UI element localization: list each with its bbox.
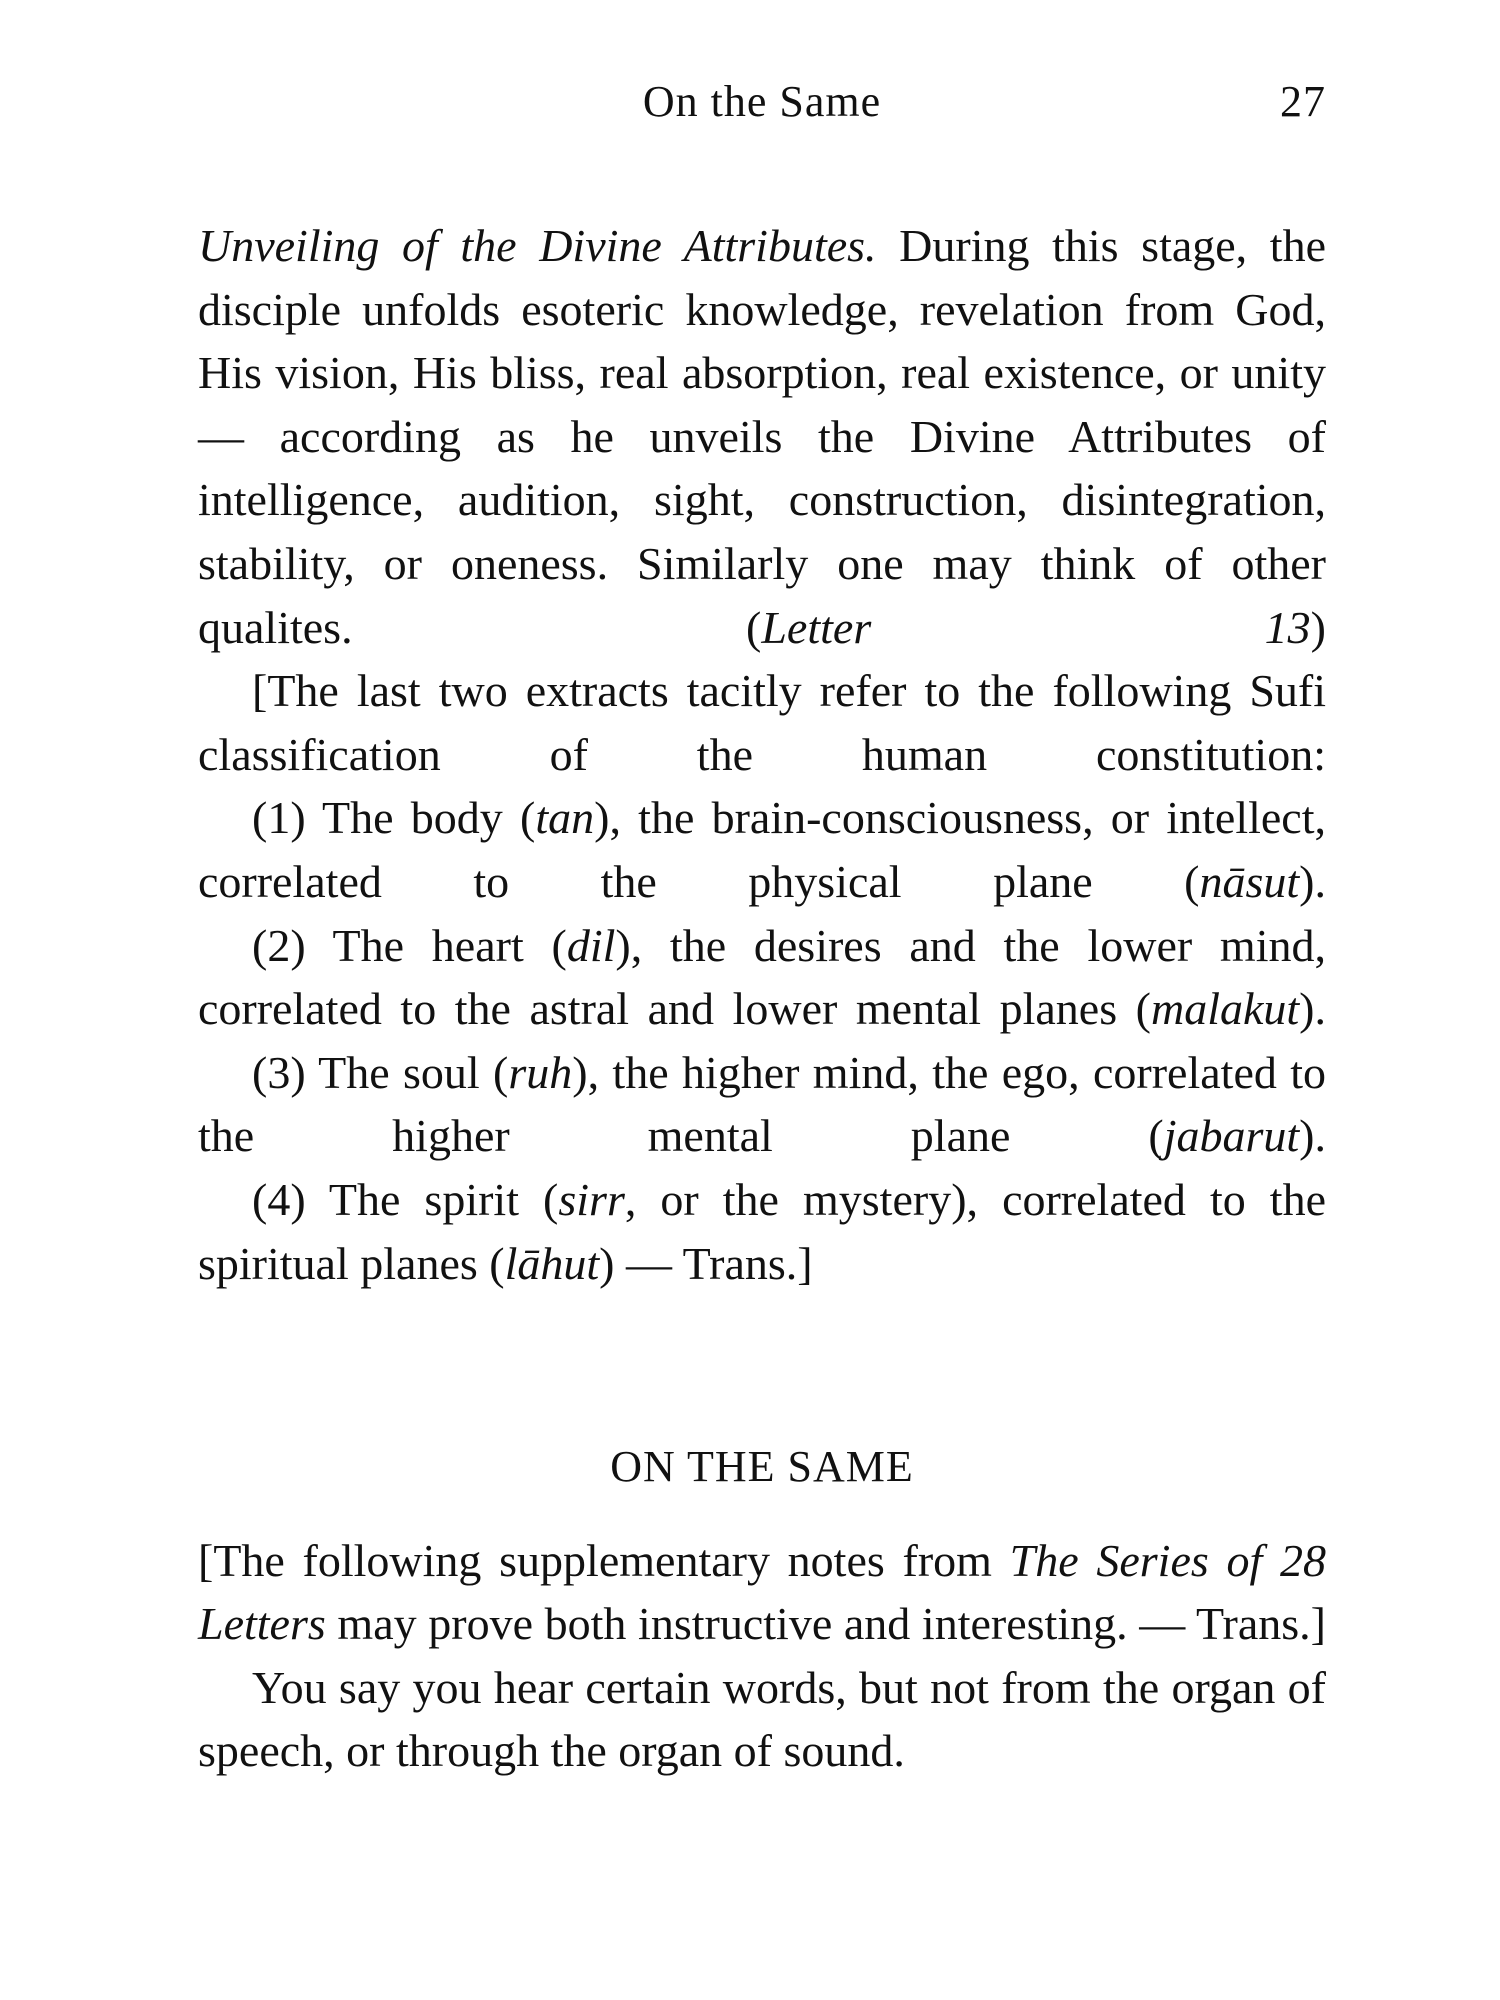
citation-close: ) (1310, 601, 1326, 653)
paragraph-classification-intro: [The last two extracts tacitly refer to the following Sufi classification of the human constitution: (198, 665, 1326, 780)
body-text (198, 214, 1326, 1783)
paragraph-hear-words: You say you hear certain words, but not from the organ of speech, or through the organ of sound. (198, 1661, 1326, 1777)
paragraph-supplementary-notes: [The following supplementary notes from The Series of 28 Letters may prove both instructive and interesting. — Trans.] (198, 1534, 1326, 1650)
section-heading: ON THE SAME (610, 1442, 914, 1492)
paragraph-unveiling (198, 214, 1326, 659)
paragraph-text: During this stage, the disciple unfolds esoteric knowledge, revelation from God, His vision, His bliss, real absorption, real existence, or unity — according as he unveils the Divine Attributes of intelligence, audition, sight, construction, disintegration, stability, or oneness. Similarly one may think of other qualites. ( (198, 220, 1326, 653)
book-page (198, 68, 1326, 1783)
italic-series-title: The Series of 28 Letters (198, 1534, 1326, 1650)
classification-item-spirit: (4) The spirit (sirr, or the mystery), correlated to the spiritual planes (lāhut) — Trans.] (198, 1173, 1327, 1289)
running-title: On the Same (642, 77, 882, 126)
classification-item-heart: (2) The heart (dil), the desires and the lower mind, correlated to the astral and lower mental planes (malakut). (198, 919, 1326, 1035)
italic-title: Unveiling of the Divine Attributes. (198, 220, 877, 271)
running-header (198, 68, 1326, 138)
classification-item-body: (1) The body (tan), the brain-consciousness, or intellect, correlated to the physical plane (nāsut). (198, 792, 1327, 907)
classification-item-soul: (3) The soul (ruh), the higher mind, the ego, correlated to the higher mental plane (jabarut). (198, 1046, 1326, 1162)
letter-citation: Letter 13 (761, 601, 1311, 653)
page-number: 27 (1280, 77, 1326, 126)
